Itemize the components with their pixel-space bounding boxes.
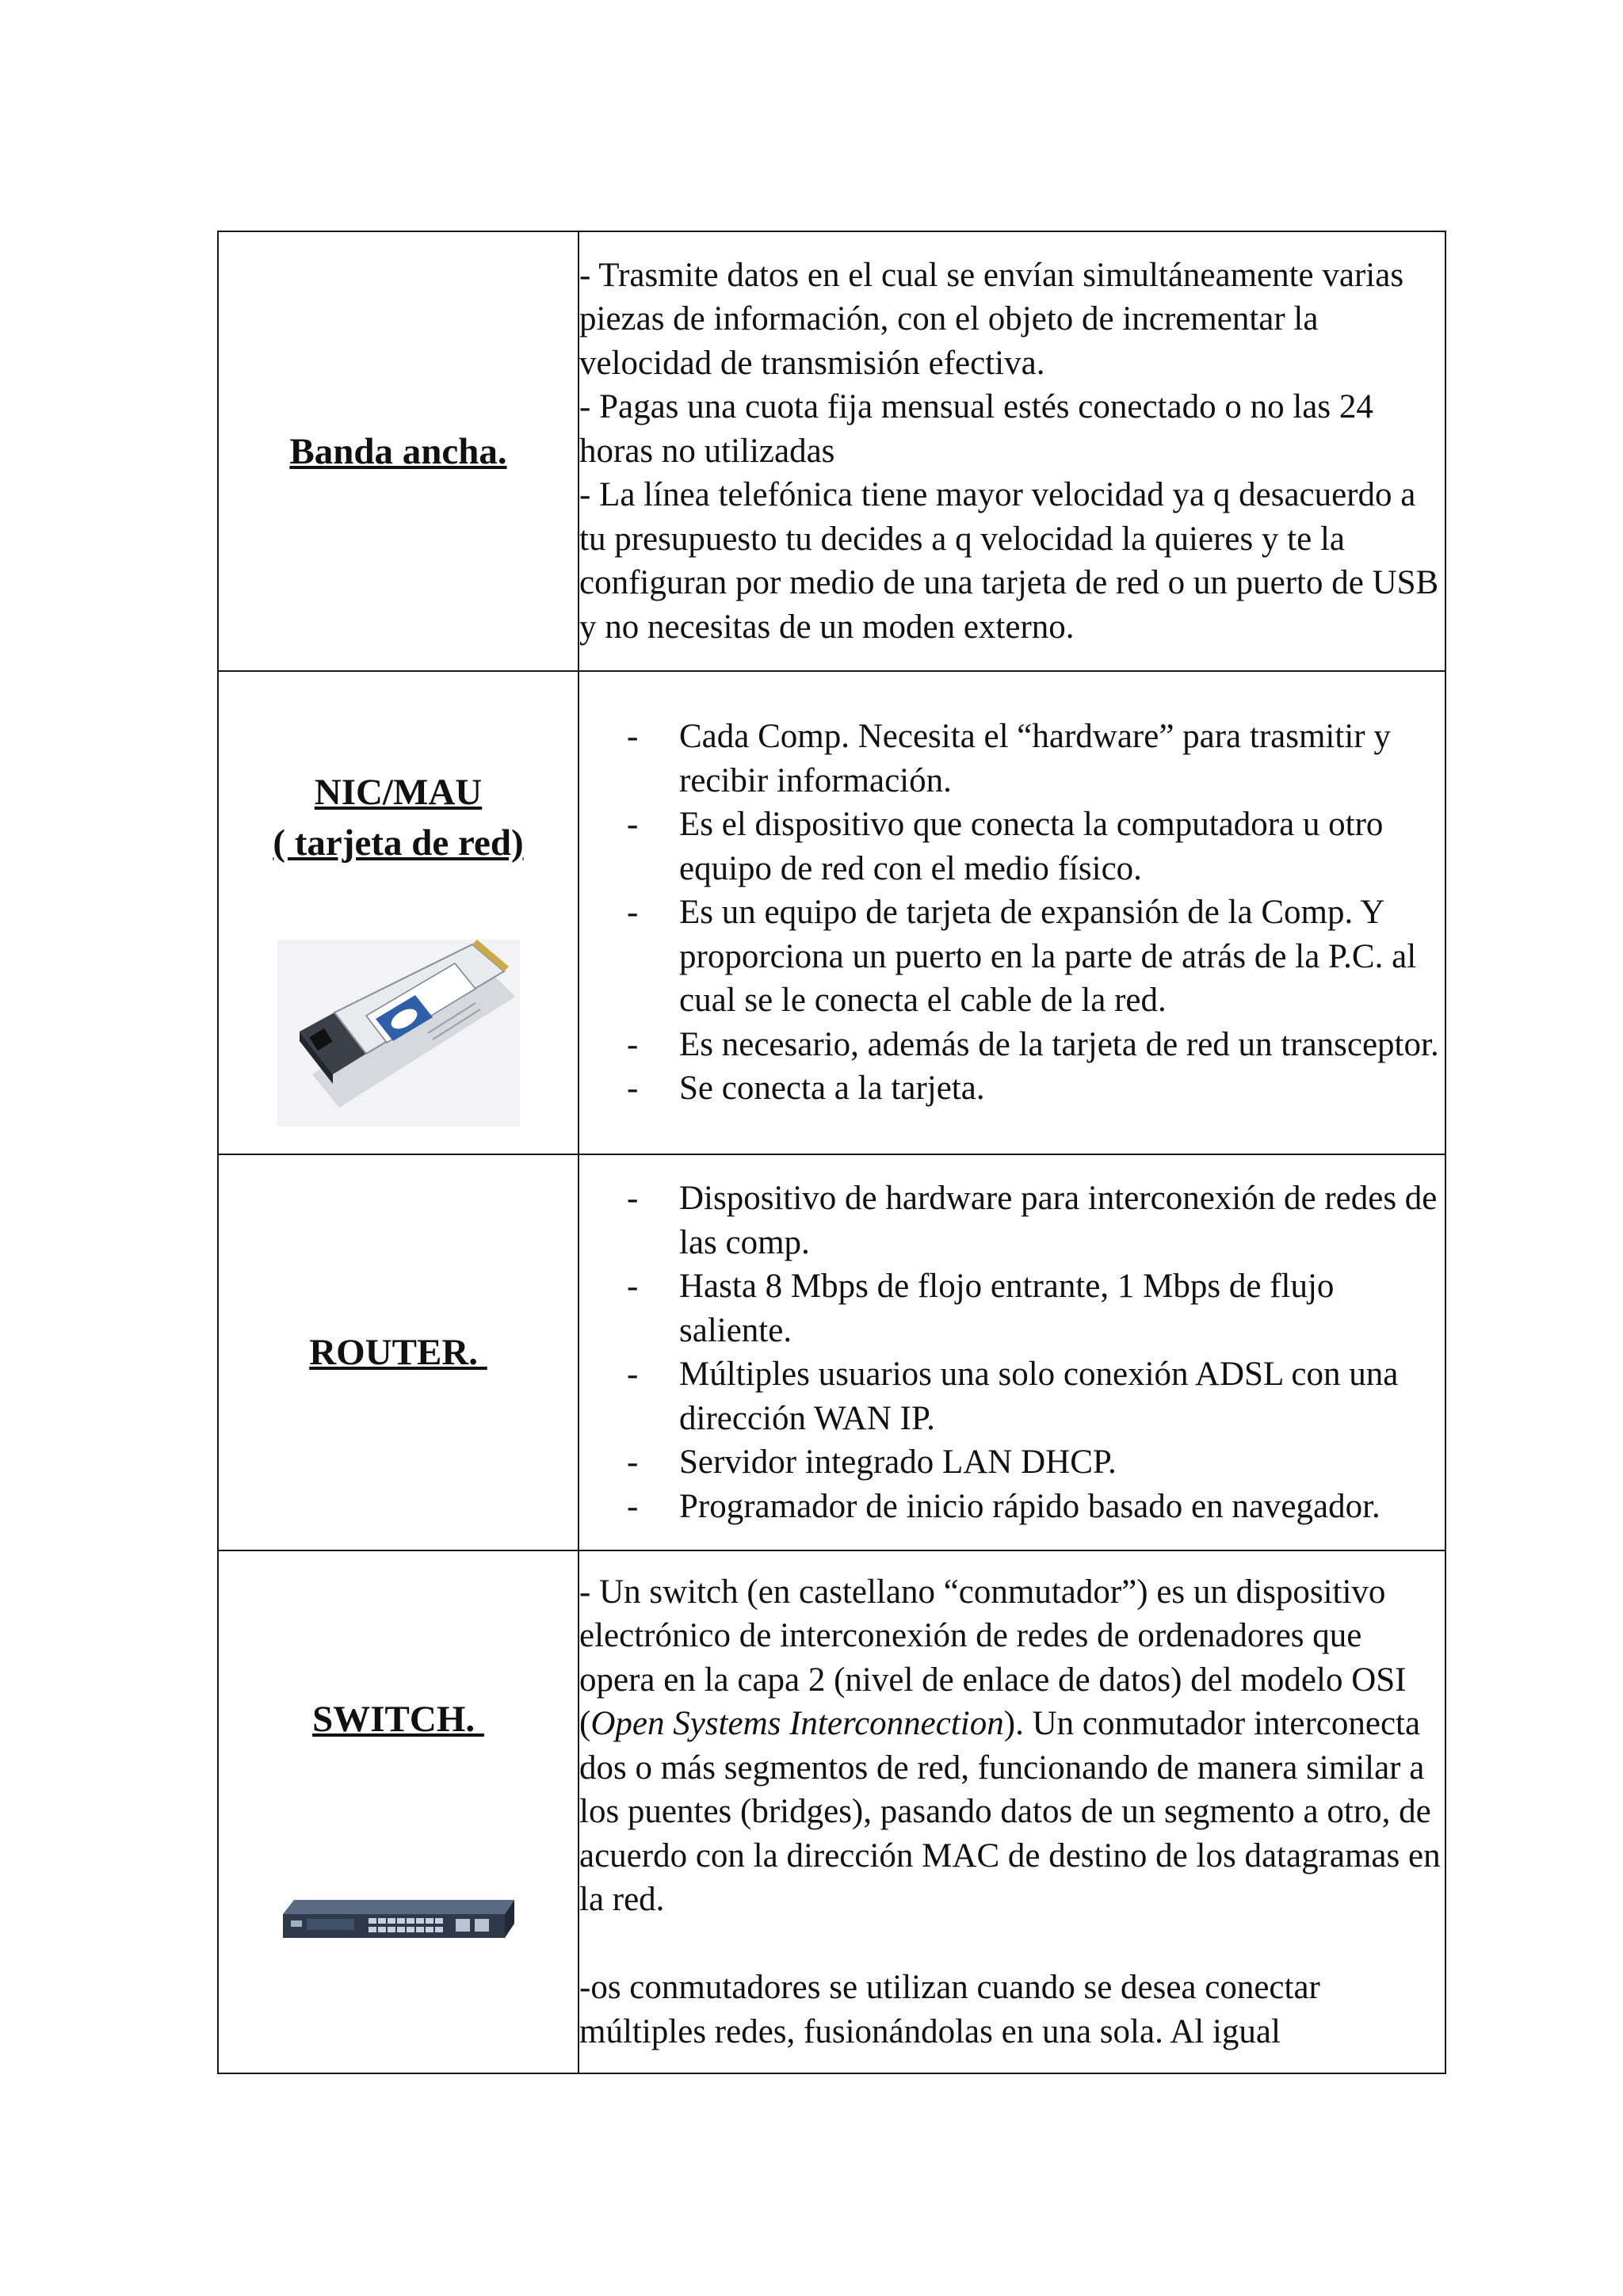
term-cell-router [218, 1154, 579, 1550]
description-cell-router [579, 1154, 1445, 1550]
description-cell-switch [579, 1550, 1445, 2073]
description-paragraph: - Un switch (en castellano “conmutador”) es un dispositivo electrónico de interconexión de redes de ordenadores que opera en la capa 2 (nivel de enlace de datos) del modelo OSI (Open Systems Interconnection). Un conmutador interconecta dos o más segmentos de red, funcionando de manera similar a los puentes (bridges), pasando datos de un segmento a otro, de acuerdo con la dirección MAC de destino de los datagramas en la red. [579, 1573, 1441, 1919]
dash-bullet: - [627, 1487, 639, 1525]
description-paragraph: - Pagas una cuota fija mensual estés conectado o no las 24 horas no utilizadas [579, 388, 1373, 470]
table-row-banda-ancha [218, 231, 1445, 671]
list-item: - Es necesario, además de la tarjeta de red un transceptor. [579, 1023, 1445, 1067]
dash-bullet: - [627, 718, 639, 756]
dash-bullet: - [627, 1180, 639, 1217]
network-devices-table [217, 231, 1446, 2074]
table-row-switch [218, 1550, 1445, 2073]
dash-bullet: - [627, 894, 639, 932]
network-card-image [277, 940, 520, 1127]
network-switch-image [280, 1895, 517, 1943]
dash-bullet: - [627, 806, 639, 844]
term-cell-switch [218, 1550, 579, 2073]
term-subtitle-tarjeta-de-red: ( tarjeta de red) [273, 822, 524, 864]
list-item: - Se conecta a la tarjeta. [579, 1066, 1445, 1111]
description-paragraph: -os conmutadores se utilizan cuando se desea conectar múltiples redes, fusionándolas en una sola. Al igual [579, 1969, 1320, 2050]
dash-bullet: - [627, 1025, 639, 1063]
dash-bullet: - [627, 1268, 639, 1305]
list-item: - Es un equipo de tarjeta de expansión de la Comp. Y proporciona un puerto en la parte de atrás de la P.C. al cual se le conecta el cable de la red. [579, 891, 1445, 1023]
description-cell-banda-ancha [579, 231, 1445, 671]
paragraph-spacer [579, 1922, 1445, 1966]
feature-list-nic-mau [579, 715, 1445, 1111]
term-title-switch: SWITCH. [312, 1699, 484, 1740]
list-item: - Múltiples usuarios una solo conexión ADSL con una dirección WAN IP. [579, 1352, 1445, 1440]
term-title-nic-mau: NIC/MAU [314, 772, 483, 813]
list-item: - Servidor integrado LAN DHCP. [579, 1440, 1445, 1485]
description-paragraph: - La línea telefónica tiene mayor velocidad ya q desacuerdo a tu presupuesto tu decides a q velocidad la quieres y te la configuran por medio de una tarjeta de red o un puerto de USB y no necesitas de un moden externo. [579, 476, 1439, 646]
list-item: - Es el dispositivo que conecta la computadora u otro equipo de red con el medio físico. [579, 803, 1445, 891]
term-title-banda-ancha: Banda ancha. [289, 430, 507, 472]
table-row-nic-mau [218, 671, 1445, 1154]
description-paragraph: - Trasmite datos en el cual se envían simultáneamente varias piezas de información, con el objeto de incrementar la velocidad de transmisión efectiva. [579, 256, 1404, 382]
term-title-router: ROUTER. [309, 1332, 487, 1373]
list-item: - Programador de inicio rápido basado en navegador. [579, 1485, 1445, 1529]
osi-full-name: Open Systems Interconnection [590, 1705, 1004, 1743]
term-cell-nic-mau [218, 671, 579, 1154]
list-item: - Hasta 8 Mbps de flojo entrante, 1 Mbps de flujo saliente. [579, 1264, 1445, 1352]
table-row-router [218, 1154, 1445, 1550]
description-cell-nic-mau [579, 671, 1445, 1154]
list-item: - Cada Comp. Necesita el “hardware” para trasmitir y recibir información. [579, 715, 1445, 803]
dash-bullet: - [627, 1356, 639, 1393]
dash-bullet: - [627, 1444, 639, 1481]
list-item: - Dispositivo de hardware para interconexión de redes de las comp. [579, 1177, 1445, 1264]
dash-bullet: - [627, 1070, 639, 1108]
feature-list-router [579, 1177, 1445, 1528]
term-cell-banda-ancha [218, 231, 579, 671]
